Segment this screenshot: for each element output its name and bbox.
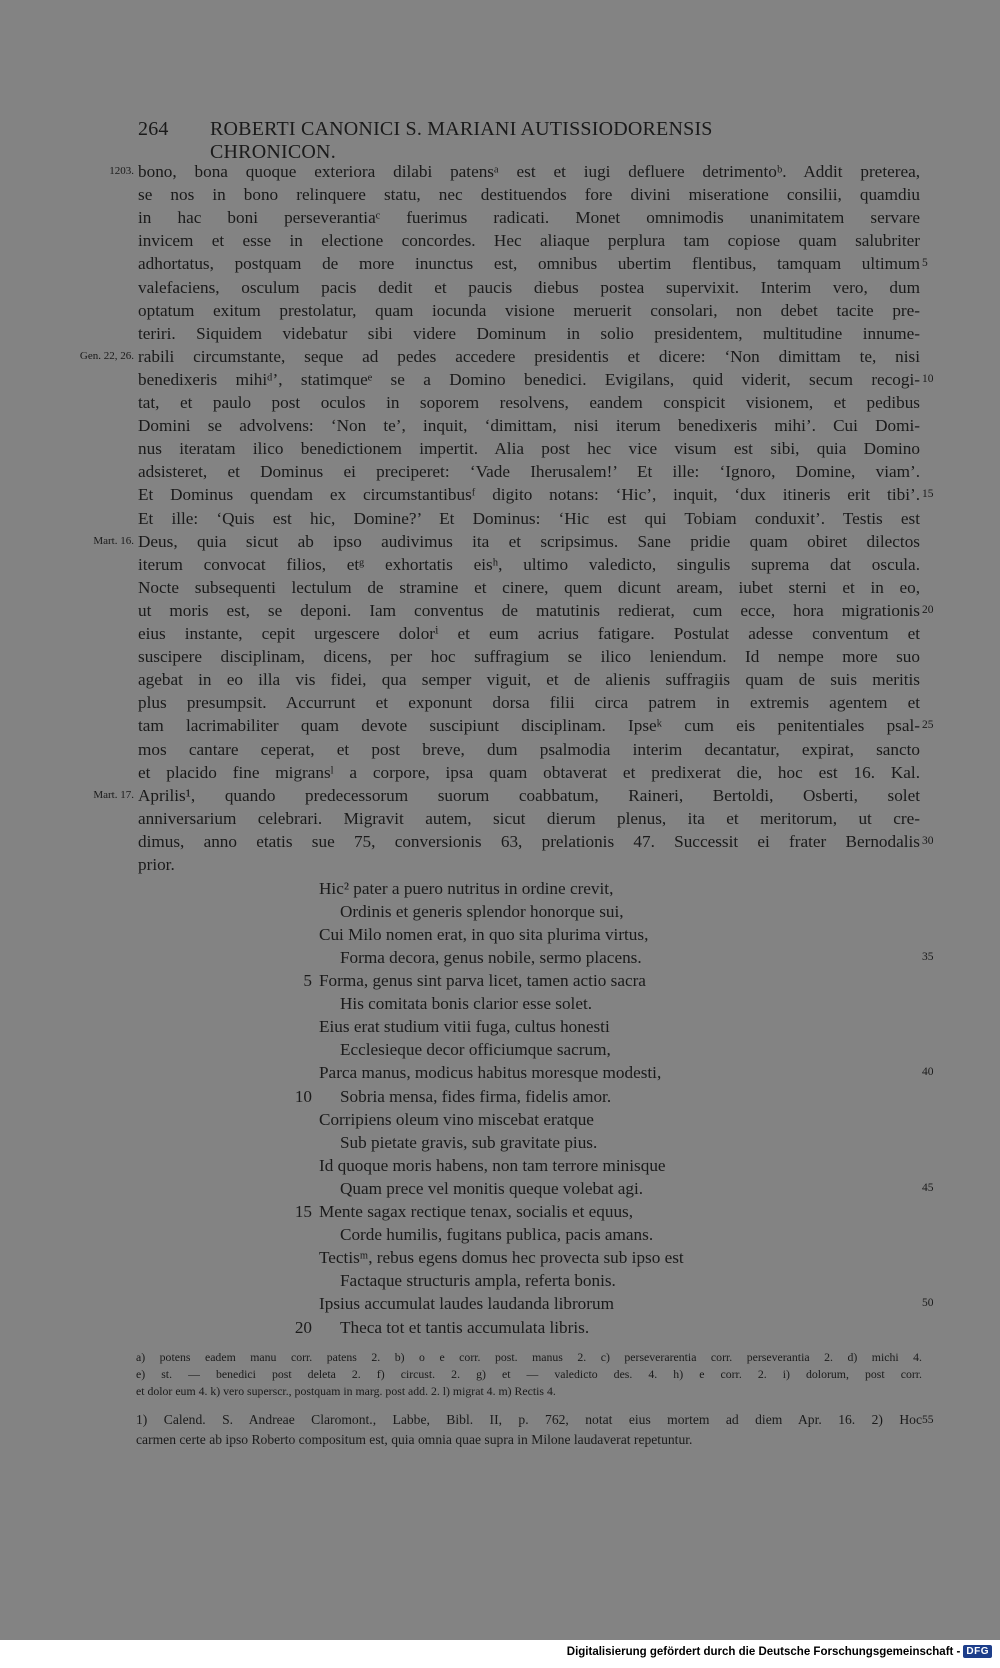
line-number: 50 (922, 1297, 934, 1310)
verse-line: Ipsius accumulat laudes laudanda librorum (319, 1294, 614, 1314)
prose-line: in hac boni perseverantiaᶜ fuerimus radicati. Monet omnimodis unanimitatem servare (138, 208, 920, 228)
verse-line: His comitata bonis clarior esse solet. (340, 994, 593, 1014)
prose-line: Et Dominus quendam ex circumstantibusᶠ digito notans: ‘Hic’, inquit, ‘dux itineris erit tibi’. (138, 485, 920, 505)
verse-line: Corripiens oleum vino miscebat eratque (319, 1109, 594, 1129)
line-number: 35 (922, 950, 934, 963)
footnote: 1) Calend. S. Andreae Claromont., Labbe, Bibl. II, p. 762, notat eius mortem ad diem Apr. 16. 2) Hoc (136, 1411, 922, 1427)
verse-line: Quam prece vel monitis queque volebat agi. (340, 1178, 644, 1198)
prose-line: iterum convocat filios, etᵍ exhortatis eisʰ, ultimo valedicto, singulis suprema dat oscula. (138, 554, 920, 574)
verse-line: Ecclesieque decor officiumque sacrum, (340, 1040, 611, 1060)
prose-line: et placido fine migransˡ a corpore, ipsa quam obtaverat et predixerat die, hoc est 16. Kal. (138, 762, 920, 782)
verse-number: 10 (294, 1086, 312, 1106)
verse-line: Sub pietate gravis, sub gravitate pius. (340, 1132, 598, 1152)
margin-reference: Gen. 22, 26. (79, 349, 134, 362)
running-header (138, 118, 838, 164)
verse-line: Eius erat studium vitii fuga, cultus honesti (319, 1017, 610, 1037)
prose-line: tam lacrimabiliter quam devote suscipiunt disciplinam. Ipseᵏ cum eis penitentiales psal- (138, 716, 920, 736)
verse-line: Mente sagax rectique tenax, socialis et equus, (319, 1202, 634, 1221)
margin-reference: Mart. 16. (93, 534, 134, 547)
prose-line: plus presumpsit. Accurrunt et exponunt dorsa filii circa patrem in extremis agentem et (138, 693, 920, 713)
verse-number: 15 (294, 1202, 312, 1221)
margin-reference: 1203. (109, 165, 134, 177)
credit-text: Digitalisierung gefördert durch die Deutsche Forschungsgemeinschaft - (566, 1645, 961, 1658)
line-number: 40 (922, 1066, 934, 1079)
prose-line: rabili circumstante, seque ad pedes accedere presidentis et dicere: ‘Non dimittam te, nisi (138, 346, 920, 366)
prose-line: valefaciens, osculum pacis dedit et paucis diebus postea supervixit. Interim vero, dum (138, 277, 920, 297)
prose-line: suscipere disciplinam, dicens, per hoc suffragium se ilico leniendum. Id nempe more suo (138, 647, 920, 667)
line-number: 25 (922, 719, 934, 732)
prose-line: anniversarium celebrari. Migravit autem, sicut dierum plenus, ita et meritorum, ut cre- (138, 808, 920, 828)
prose-line: adhortatus, postquam de more inunctus est, omnibus ubertim flentibus, tamquam ultimum (138, 254, 920, 274)
prose-line: dimus, anno etatis sue 75, conversionis 63, prelationis 47. Successit ei frater Bernodalis (138, 831, 920, 851)
verse-line: Tectisᵐ, rebus egens domus hec provecta sub ipso est (319, 1248, 684, 1268)
prose-line: eius instante, cepit urgescere dolorⁱ et eum acrius fatigare. Postulat adesse conventum et (138, 624, 920, 643)
prose-line: Aprilis¹, quando predecessorum suorum coabbatum, Raineri, Bertoldi, Osberti, solet (138, 785, 920, 805)
verse-line: Corde humilis, fugitans publica, pacis amans. (340, 1225, 654, 1245)
margin-reference: Mart. 17. (93, 788, 134, 801)
prose-line: ut moris est, se deponi. Iam conventus de matutinis redierat, cum ecce, hora migrationis (138, 600, 920, 620)
prose-line: adsisteret, et Dominus ei preciperet: ‘Vade Iherusalem!’ Et ille: ‘Ignoro, Domine, viam’. (138, 462, 920, 482)
apparatus-note: e) st. — benedici post deleta 2. f) circust. 2. g) et — valedicto des. 4. h) e corr. 2. i) dolorum, post corr. (136, 1366, 922, 1381)
dfg-logo: DFG (963, 1645, 992, 1658)
apparatus-note: a) potens eadem manu corr. patens 2. b) o e corr. post. manus 2. c) perseverarentia corr. perseverantia 2. d) michi 4. (136, 1349, 922, 1364)
line-number: 30 (922, 834, 934, 847)
verse-line: Ordinis et generis splendor honorque sui, (340, 901, 624, 921)
verse-line: Hic² pater a puero nutritus in ordine crevit, (319, 878, 614, 898)
verse-line: Sobria mensa, fides firma, fidelis amor. (340, 1086, 612, 1106)
prose-line: Nocte subsequenti lectulum de stramine et cinere, quem dicunt aream, iubet sterni et in eo, (138, 577, 920, 597)
prose-line: tat, et paulo post oculos in soporem resolvens, eandem conspicit visionem, et pedibus (138, 393, 920, 412)
prose-line: benedixeris mihiᵈ’, statimqueᵉ se a Domino benedici. Evigilans, quid viderit, secum recogi- (138, 369, 920, 389)
footnote: carmen certe ab ipso Roberto compositum est, quia omnia quae supra in Milone laudaverat repetuntur. (136, 1431, 693, 1447)
running-title: ROBERTI CANONICI S. MARIANI AUTISSIODORENSIS CHRONICON. (210, 118, 713, 163)
digitization-credit (567, 1645, 992, 1658)
verse-line: Factaque structuris ampla, referta bonis. (340, 1271, 616, 1291)
prose-line: invicem et esse in electione concordes. Hec aliaque perplura tam copiose quam salubriter (138, 231, 920, 251)
prose-line: nus iteratam ilico benedictionem impertit. Alia post hec vice visum est sibi, quia Domino (138, 439, 920, 459)
verse-line: Theca tot et tantis accumulata libris. (340, 1317, 590, 1337)
verse-line: Cui Milo nomen erat, in quo sita plurima virtus, (319, 924, 649, 944)
line-number: 20 (922, 603, 934, 616)
page-number: 264 (138, 118, 169, 140)
verse-line: Id quoque moris habens, non tam terrore minisque (319, 1155, 666, 1175)
line-number: 15 (922, 488, 934, 501)
line-number: 55 (922, 1413, 934, 1426)
prose-line: teriri. Siquidem videbatur sibi videre Dominum in solio presidentem, multitudine innume- (138, 323, 920, 343)
line-number: 45 (922, 1181, 934, 1194)
line-number: 5 (922, 257, 928, 270)
prose-line: se nos in bono relinquere statu, nec destituendos fore divini miseratione consilii, quamdiu (138, 185, 920, 205)
prose-line: mos cantare ceperat, et post breve, dum psalmodia interim decantatur, expirat, sancto (138, 739, 920, 759)
line-number: 10 (922, 372, 934, 385)
verse-line: Forma decora, genus nobile, sermo placens. (340, 947, 642, 967)
prose-line: Deus, quia sicut ab ipso audivimus ita et scripsimus. Sane pridie quam obiret dilectos (138, 531, 920, 551)
prose-line: bono, bona quoque exteriora dilabi patensᵃ est et iugi defluere detrimentoᵇ. Addit preterea, (138, 162, 920, 181)
prose-line: prior. (138, 855, 175, 874)
verse-line: Parca manus, modicus habitus moresque modesti, (319, 1063, 662, 1083)
verse-line: Forma, genus sint parva licet, tamen actio sacra (319, 971, 646, 990)
prose-line: agebat in eo illa vis fidei, qua semper viguit, et de alienis suffragiis quam de suis meritis (138, 670, 920, 690)
verse-number: 5 (303, 971, 312, 990)
prose-line: optatum exitum prestolatur, quam iocunda visione meruerit consolari, non debet tacite pre- (138, 300, 920, 320)
prose-line: Domini se advolvens: ‘Non te’, inquit, ‘dimittam, nisi iterum benedixeris mihi’. Cui Domi- (138, 416, 920, 436)
apparatus-note: et dolor eum 4. k) vero superscr., postquam in marg. post add. 2. l) migrat 4. m) Rectis 4. (136, 1383, 556, 1398)
verse-number: 20 (294, 1317, 312, 1337)
prose-line: Et ille: ‘Quis est hic, Domine?’ Et Dominus: ‘Hic est qui Tobiam conduxit’. Testis est (138, 508, 920, 528)
